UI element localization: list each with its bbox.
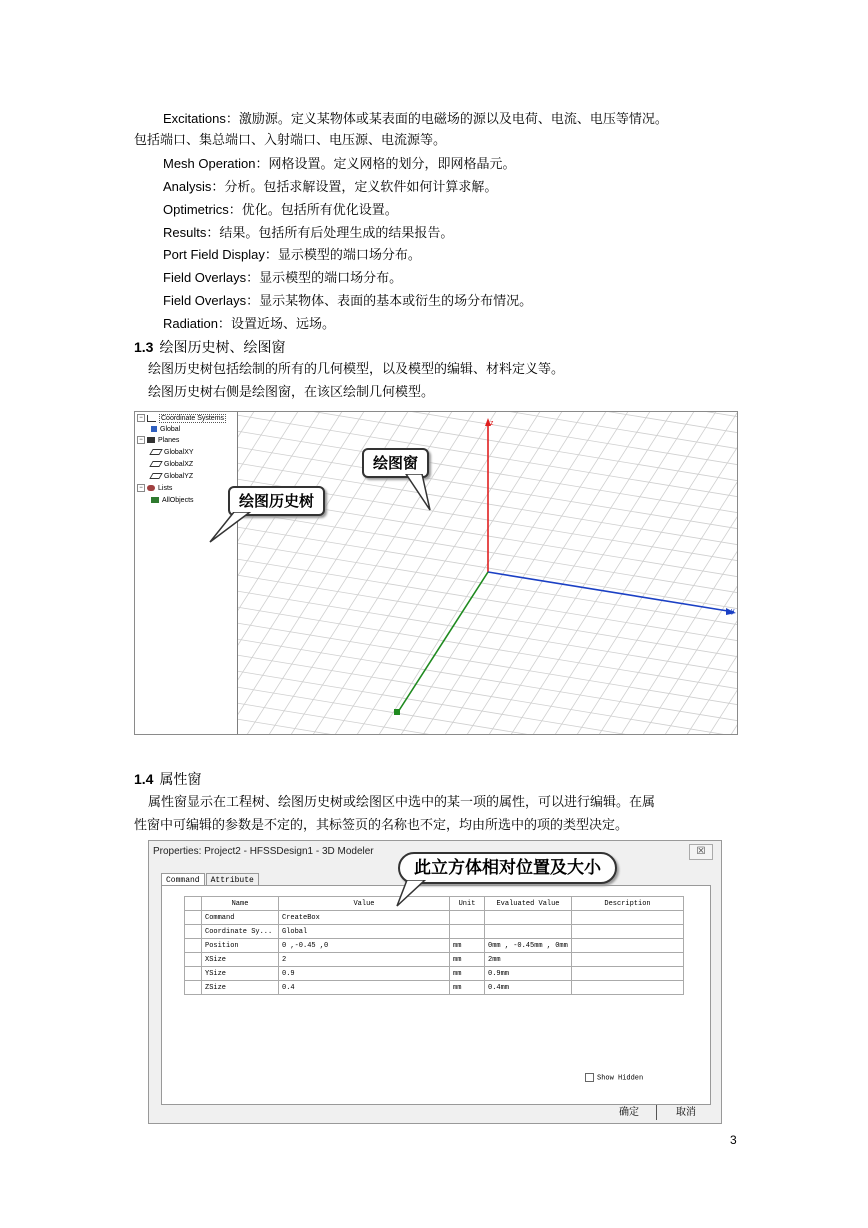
grid-line — [238, 636, 737, 724]
section-1-4-line-2: 性窗中可编辑的参数是不定的，其标签页的名称也不定，均由所选中的项的类型决定。 — [134, 818, 629, 833]
grid-line — [238, 412, 282, 734]
para-results: Results：结果。包括所有后处理生成的结果报告。 — [163, 225, 454, 241]
cell-name: ZSize — [202, 981, 279, 995]
para-radiation: Radiation：设置近场、远场。 — [163, 316, 335, 332]
row-selector[interactable] — [185, 939, 202, 953]
tree-all-objects[interactable]: AllObjects — [151, 496, 194, 506]
row-selector[interactable] — [185, 981, 202, 995]
cell-evaluated — [485, 911, 572, 925]
grid-line — [238, 412, 260, 734]
row-selector-header — [185, 897, 202, 911]
grid-line — [238, 732, 737, 734]
grid-line — [238, 716, 737, 734]
grid-line — [238, 412, 304, 734]
axis-z-label: z — [490, 420, 494, 427]
cell-value[interactable]: Global — [279, 925, 450, 939]
column-header: Unit — [450, 897, 485, 911]
tree-global[interactable]: Global — [151, 425, 180, 435]
row-selector[interactable] — [185, 911, 202, 925]
cell-unit — [450, 925, 485, 939]
para-excitations-cont: 包括端口、集总端口、入射端口、电压源、电流源等。 — [134, 133, 447, 148]
objects-icon — [151, 497, 159, 503]
section-heading-1-4: 1.4 属性窗 — [134, 771, 202, 788]
grid-line — [238, 604, 737, 692]
column-header: Value — [279, 897, 450, 911]
cell-description[interactable] — [572, 953, 684, 967]
coordinate-system-icon — [147, 415, 156, 422]
planes-icon — [147, 437, 155, 443]
cell-name: Command — [202, 911, 279, 925]
grid-line — [238, 572, 737, 660]
close-button[interactable]: ☒ — [689, 844, 713, 860]
cell-value[interactable]: CreateBox — [279, 911, 450, 925]
callout-history-tree: 绘图历史树 — [228, 486, 325, 516]
table-row[interactable] — [185, 967, 684, 981]
collapse-icon[interactable]: − — [137, 414, 145, 422]
table-row[interactable] — [185, 981, 684, 995]
tree-planes[interactable]: − Planes — [137, 436, 179, 446]
tree-plane-xz[interactable]: GlobalXZ — [151, 460, 193, 470]
cell-evaluated: 0.9mm — [485, 967, 572, 981]
cell-name: YSize — [202, 967, 279, 981]
lists-icon — [147, 485, 155, 491]
table-row[interactable] — [185, 925, 684, 939]
plane-icon — [149, 473, 162, 479]
row-selector[interactable] — [185, 967, 202, 981]
axis-y-label: y — [731, 608, 735, 615]
collapse-icon[interactable]: − — [137, 484, 145, 492]
table-row[interactable] — [185, 953, 684, 967]
tab-bar — [161, 869, 260, 885]
tree-coordinate-systems[interactable]: − Coordinate Systems — [137, 414, 226, 424]
section-1-3-line-2: 绘图历史树右侧是绘图窗，在该区绘制几何模型。 — [148, 385, 435, 400]
cell-name: Position — [202, 939, 279, 953]
row-selector[interactable] — [185, 953, 202, 967]
drawing-window[interactable] — [238, 412, 737, 734]
modeler-screenshot — [134, 411, 738, 735]
grid-line — [238, 412, 370, 734]
grid-line — [528, 412, 737, 734]
global-cs-icon — [151, 426, 157, 432]
section-heading-1-3: 1.3 绘图历史树、绘图窗 — [134, 339, 286, 356]
properties-panel — [161, 885, 711, 1105]
cell-unit: mm — [450, 981, 485, 995]
cell-description[interactable] — [572, 925, 684, 939]
grid-line — [638, 412, 737, 734]
grid-line — [238, 412, 326, 734]
para-field-overlays-2: Field Overlays：显示某物体、表面的基本或衍生的场分布情况。 — [163, 293, 533, 309]
cell-unit: mm — [450, 953, 485, 967]
show-hidden-checkbox[interactable] — [585, 1073, 643, 1082]
cell-value[interactable]: 0.4 — [279, 981, 450, 995]
section-1-4-line-1: 属性窗显示在工程树、绘图历史树或绘图区中选中的某一项的属性，可以进行编辑。在属 — [148, 795, 656, 810]
show-hidden-label: Show Hidden — [597, 1074, 644, 1083]
grid-line — [726, 412, 737, 734]
cell-unit: mm — [450, 939, 485, 953]
cell-name: XSize — [202, 953, 279, 967]
callout-drawing-window: 绘图窗 — [362, 448, 429, 478]
column-header: Name — [202, 897, 279, 911]
cell-evaluated: 0.4mm — [485, 981, 572, 995]
cell-unit — [450, 911, 485, 925]
tree-plane-xy[interactable]: GlobalXY — [151, 448, 194, 458]
cell-description[interactable] — [572, 981, 684, 995]
cell-evaluated: 0mm , -0.45mm , 0mm — [485, 939, 572, 953]
history-tree — [135, 412, 238, 734]
plane-icon — [149, 449, 162, 455]
para-mesh: Mesh Operation：网格设置。定义网格的划分，即网格晶元。 — [163, 156, 516, 172]
table-row[interactable] — [185, 911, 684, 925]
para-analysis: Analysis：分析。包括求解设置，定义软件如何计算求解。 — [163, 179, 498, 195]
cell-description[interactable] — [572, 911, 684, 925]
para-excitations: Excitations：激励源。定义某物体或某表面的电磁场的源以及电荷、电流、电压等情况。 — [163, 111, 668, 127]
callout-box-position-size: 此立方体相对位置及大小 — [398, 852, 617, 884]
tree-plane-yz[interactable]: GlobalYZ — [151, 472, 193, 482]
callout-pointer — [400, 474, 440, 514]
grid-line — [238, 412, 737, 420]
tree-lists[interactable]: − Lists — [137, 484, 172, 494]
plane-icon — [149, 461, 162, 467]
checkbox-icon[interactable] — [585, 1073, 594, 1082]
row-selector[interactable] — [185, 925, 202, 939]
collapse-icon[interactable]: − — [137, 436, 145, 444]
para-optimetrics: Optimetrics：优化。包括所有优化设置。 — [163, 202, 398, 218]
tab-command[interactable]: Command — [161, 873, 205, 887]
callout-pointer — [395, 880, 435, 910]
cell-description[interactable] — [572, 939, 684, 953]
callout-pointer — [208, 512, 258, 544]
cancel-button[interactable]: 取消 — [676, 1107, 696, 1118]
grid-line — [660, 412, 737, 734]
ok-button[interactable]: 确定 — [619, 1107, 639, 1118]
cell-value[interactable]: 2 — [279, 953, 450, 967]
button-divider — [656, 1105, 657, 1120]
tab-attribute[interactable]: Attribute — [206, 873, 259, 887]
page-number: 3 — [730, 1133, 737, 1147]
para-field-overlays-1: Field Overlays：显示模型的端口场分布。 — [163, 270, 403, 286]
dialog-title: Properties: Project2 - HFSSDesign1 - 3D Modeler — [153, 846, 374, 857]
grid-line — [238, 684, 737, 734]
cell-description[interactable] — [572, 967, 684, 981]
column-header: Evaluated Value — [485, 897, 572, 911]
table-row[interactable] — [185, 939, 684, 953]
properties-table — [184, 896, 684, 995]
cell-value[interactable]: 0 ,-0.45 ,0 — [279, 939, 450, 953]
cell-name: Coordinate Sy... — [202, 925, 279, 939]
section-1-3-line-1: 绘图历史树包括绘制的所有的几何模型，以及模型的编辑、材料定义等。 — [148, 362, 565, 377]
cell-evaluated — [485, 925, 572, 939]
cell-unit: mm — [450, 967, 485, 981]
column-header: Description — [572, 897, 684, 911]
grid-line — [238, 412, 348, 734]
cell-evaluated: 2mm — [485, 953, 572, 967]
grid-line — [238, 412, 480, 734]
x-axis-marker — [394, 709, 400, 715]
cell-value[interactable]: 0.9 — [279, 967, 450, 981]
para-port-field: Port Field Display：显示模型的端口场分布。 — [163, 247, 421, 263]
